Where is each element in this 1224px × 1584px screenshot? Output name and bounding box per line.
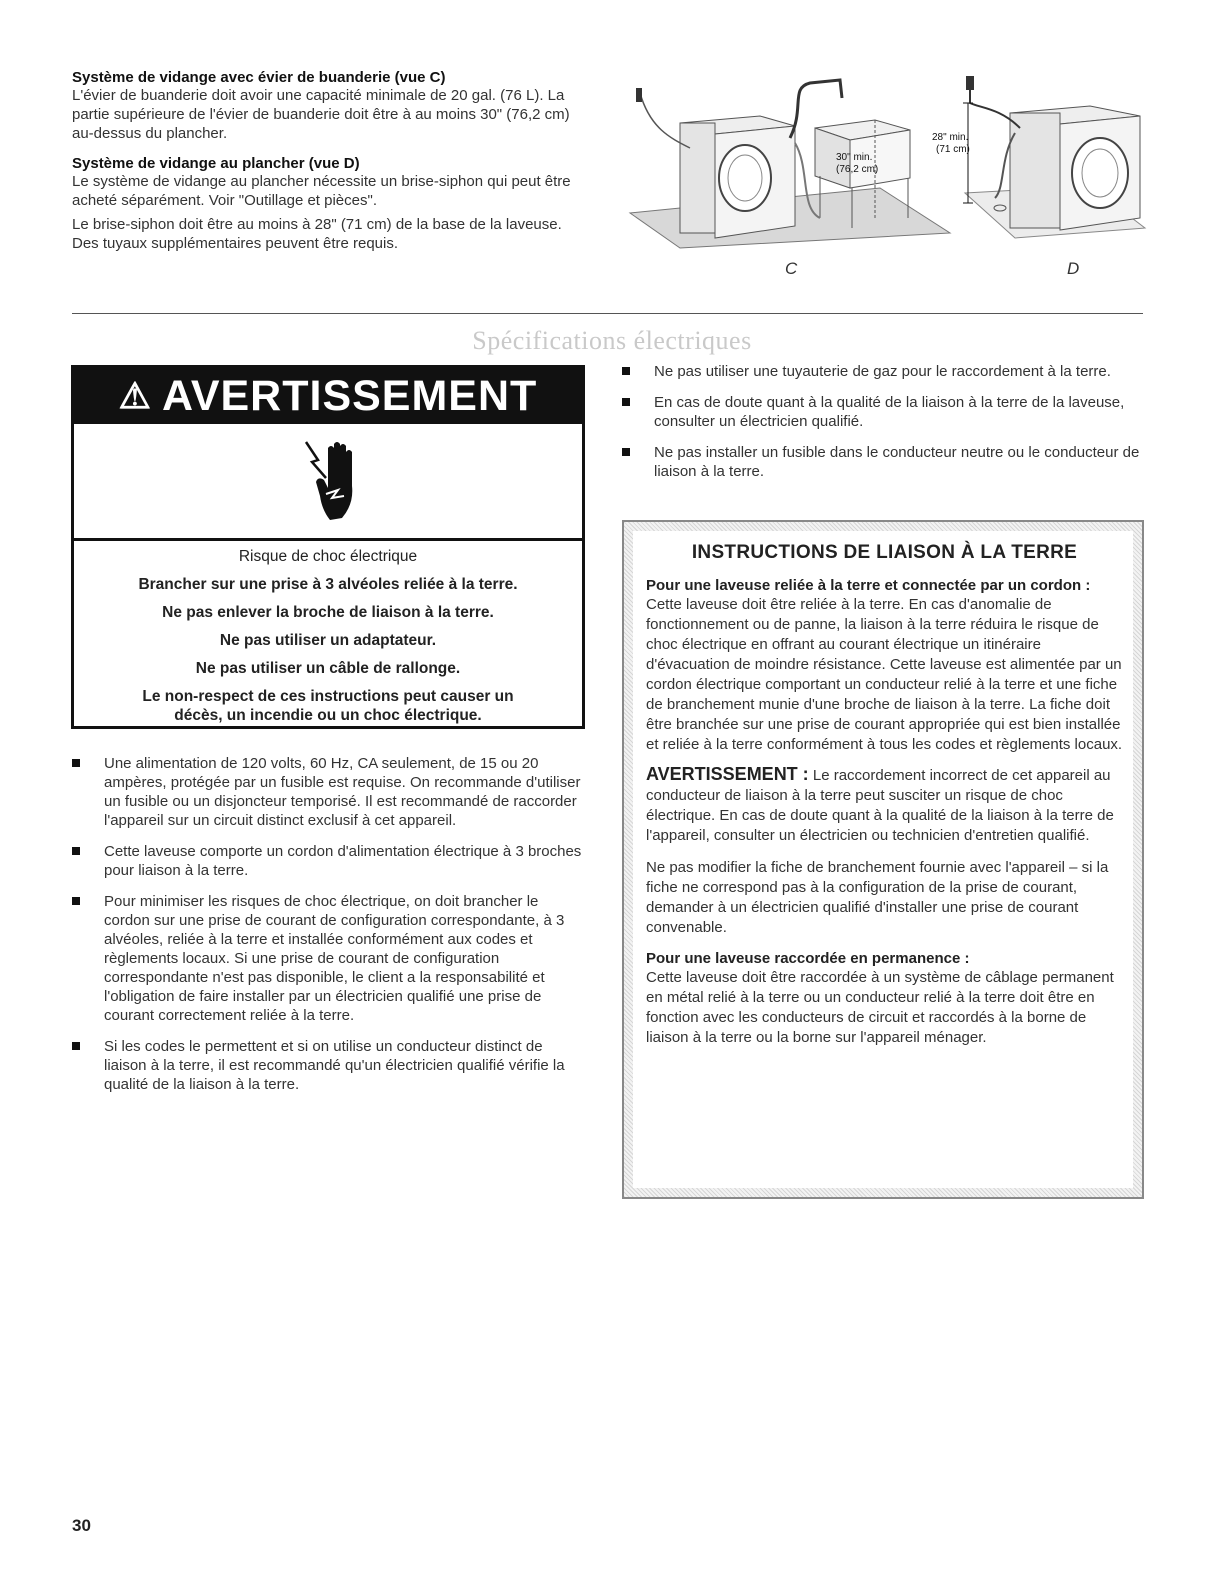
grounding-tips-list [622, 362, 1140, 493]
d-dimension-1: 28" min. [932, 132, 969, 143]
warning-line-extension: Ne pas utiliser un câble de rallonge. [195, 660, 461, 677]
floor-drain-text-1: Le système de vidange au plancher nécessite un brise-siphon qui peut être acheté séparément. Voir "Outillage et pièces". [72, 173, 571, 209]
bullet-icon [72, 897, 80, 905]
warning-line-outlet: Brancher sur une prise à 3 alvéoles reliée à la terre. [138, 576, 518, 593]
cord-connected-text: Cette laveuse doit être reliée à la terre. En cas d'anomalie de fonctionnement ou de panne, la liaison à la terre réduira le risque de choc électrique en offrant au courant électrique un itinéraire d'évacuation de moindre résistance. Cette laveuse est alimentée par un cordon électrique comportant un conducteur relié à la terre et une fiche de branchement munie d'une broche de liaison à la terre. La fiche doit être branchée sur une prise de courant appropriée qui est bien installée et reliée à la terre conformément à tous les codes et règlements locaux. [646, 596, 1123, 753]
grounding-warning-word: AVERTISSEMENT : [646, 764, 809, 784]
warning-lines [74, 541, 582, 725]
permanent-connection-heading: Pour une laveuse raccordée en permanence : [646, 950, 970, 967]
grounding-warning-text: Le raccordement incorrect de cet appareil au conducteur de liaison à la terre peut susciter un risque de choc électrique. En cas de doute quant à la qualité de la liaison à la terre de l'appareil, consulter un électricien ou technicien d'entretien qualifié. [646, 767, 1114, 844]
grounding-instructions-content [633, 531, 1133, 1188]
bullet-icon [622, 398, 630, 406]
washer-c-shape [680, 116, 795, 238]
warning-title: AVERTISSEMENT [161, 371, 538, 420]
warning-line-consequence: Le non-respect de ces instructions peut causer un décès, un incendie ou un choc électrique. [142, 688, 514, 724]
list-item: Si les codes le permettent et si on utilise un conducteur distinct de liaison à la terre, il est recommandé qu'un électricien qualifié vérifie la qualité de la liaison à la terre. [72, 1037, 584, 1094]
grounding-title: INSTRUCTIONS DE LIAISON À LA TERRE [691, 542, 1078, 563]
bullet-icon [622, 448, 630, 456]
washer-d-shape [1010, 106, 1140, 230]
list-item: Ne pas utiliser une tuyauterie de gaz pour le raccordement à la terre. [622, 362, 1140, 381]
warning-line-risk: Risque de choc électrique [238, 548, 418, 565]
bullet-icon [72, 1042, 80, 1050]
warning-box [71, 365, 585, 729]
grounding-warning [646, 764, 1123, 846]
d-dimension-2: (71 cm) [936, 144, 970, 155]
warning-triangle-icon: ⚠ [118, 375, 152, 416]
electrical-requirements-list [72, 754, 584, 1106]
figure-d-label: D [1067, 259, 1080, 278]
permanent-connection-text: Cette laveuse doit être raccordée à un système de câblage permanent en métal relié à la terre ou un conducteur relié à la terre doit être en fonction avec les conducteurs de circuit et raccordés à la borne de liaison à la terre ou la borne sur l'appareil ménager. [646, 969, 1114, 1046]
plug-modification-text: Ne pas modifier la fiche de branchement fournie avec l'appareil – si la fiche ne correspond pas à la configuration de la prise de courant, demander à un électricien qualifié d'installer une prise de courant convenable. [646, 859, 1109, 936]
list-item: Une alimentation de 120 volts, 60 Hz, CA seulement, de 15 ou 20 ampères, protégée par un fusible est requise. On recommande d'utiliser un fusible ou un disjoncteur temporisé. Il est recommandé de raccorder l'appareil sur un circuit distinct exclusif à cet appareil. [72, 754, 584, 830]
warning-line-adapter: Ne pas utiliser un adaptateur. [219, 632, 437, 649]
sink-drain-text: L'évier de buanderie doit avoir une capacité minimale de 20 gal. (76 L). La partie supérieure de l'évier de buanderie doit être à au moins 30" (76,2 cm) au-dessus du plancher. [72, 87, 570, 142]
warning-line-prong: Ne pas enlever la broche de liaison à la terre. [162, 604, 494, 621]
sink-drain-heading: Système de vidange avec évier de buanderie (vue C) [72, 69, 446, 86]
list-item: En cas de doute quant à la qualité de la liaison à la terre de la laveuse, consulter un électricien qualifié. [622, 393, 1140, 431]
grounding-instructions-box [622, 520, 1144, 1199]
bullet-icon [72, 847, 80, 855]
page-number: 30 [72, 1516, 91, 1535]
figure-c-label: C [785, 259, 798, 278]
section-title: Spécifications électriques [472, 326, 752, 355]
standpipe-d [970, 83, 1020, 128]
floor-drain-heading: Système de vidange au plancher (vue D) [72, 155, 360, 172]
c-dimension-2: (76,2 cm) [836, 164, 879, 175]
drain-instructions [72, 69, 592, 253]
cord-connected-heading: Pour une laveuse reliée à la terre et connectée par un cordon : [646, 577, 1091, 594]
warning-icon-area [74, 424, 582, 541]
bullet-icon [622, 367, 630, 375]
warning-header [74, 368, 582, 424]
electric-shock-hand-icon [304, 440, 364, 524]
drain-illustration [620, 68, 1150, 283]
section-divider [72, 313, 1143, 314]
c-dimension-1: 30" min. [836, 152, 873, 163]
list-item: Ne pas installer un fusible dans le conducteur neutre ou le conducteur de liaison à la terre. [622, 443, 1140, 481]
list-item: Pour minimiser les risques de choc électrique, on doit brancher le cordon sur une prise de courant de configuration correspondante, à 3 alvéoles, reliée à la terre et installée conformément aux codes et règlements locaux. Si une prise de courant de configuration correspondante n'est pas disponible, le client a la responsabilité et l'obligation de faire installer par un électricien qualifié une prise de courant correctement reliée à la terre. [72, 892, 584, 1025]
bullet-icon [72, 759, 80, 767]
list-item: Cette laveuse comporte un cordon d'alimentation électrique à 3 broches pour liaison à la terre. [72, 842, 584, 880]
floor-drain-text-2: Le brise-siphon doit être au moins à 28" (71 cm) de la base de la laveuse. Des tuyaux supplémentaires peuvent être requis. [72, 216, 562, 252]
